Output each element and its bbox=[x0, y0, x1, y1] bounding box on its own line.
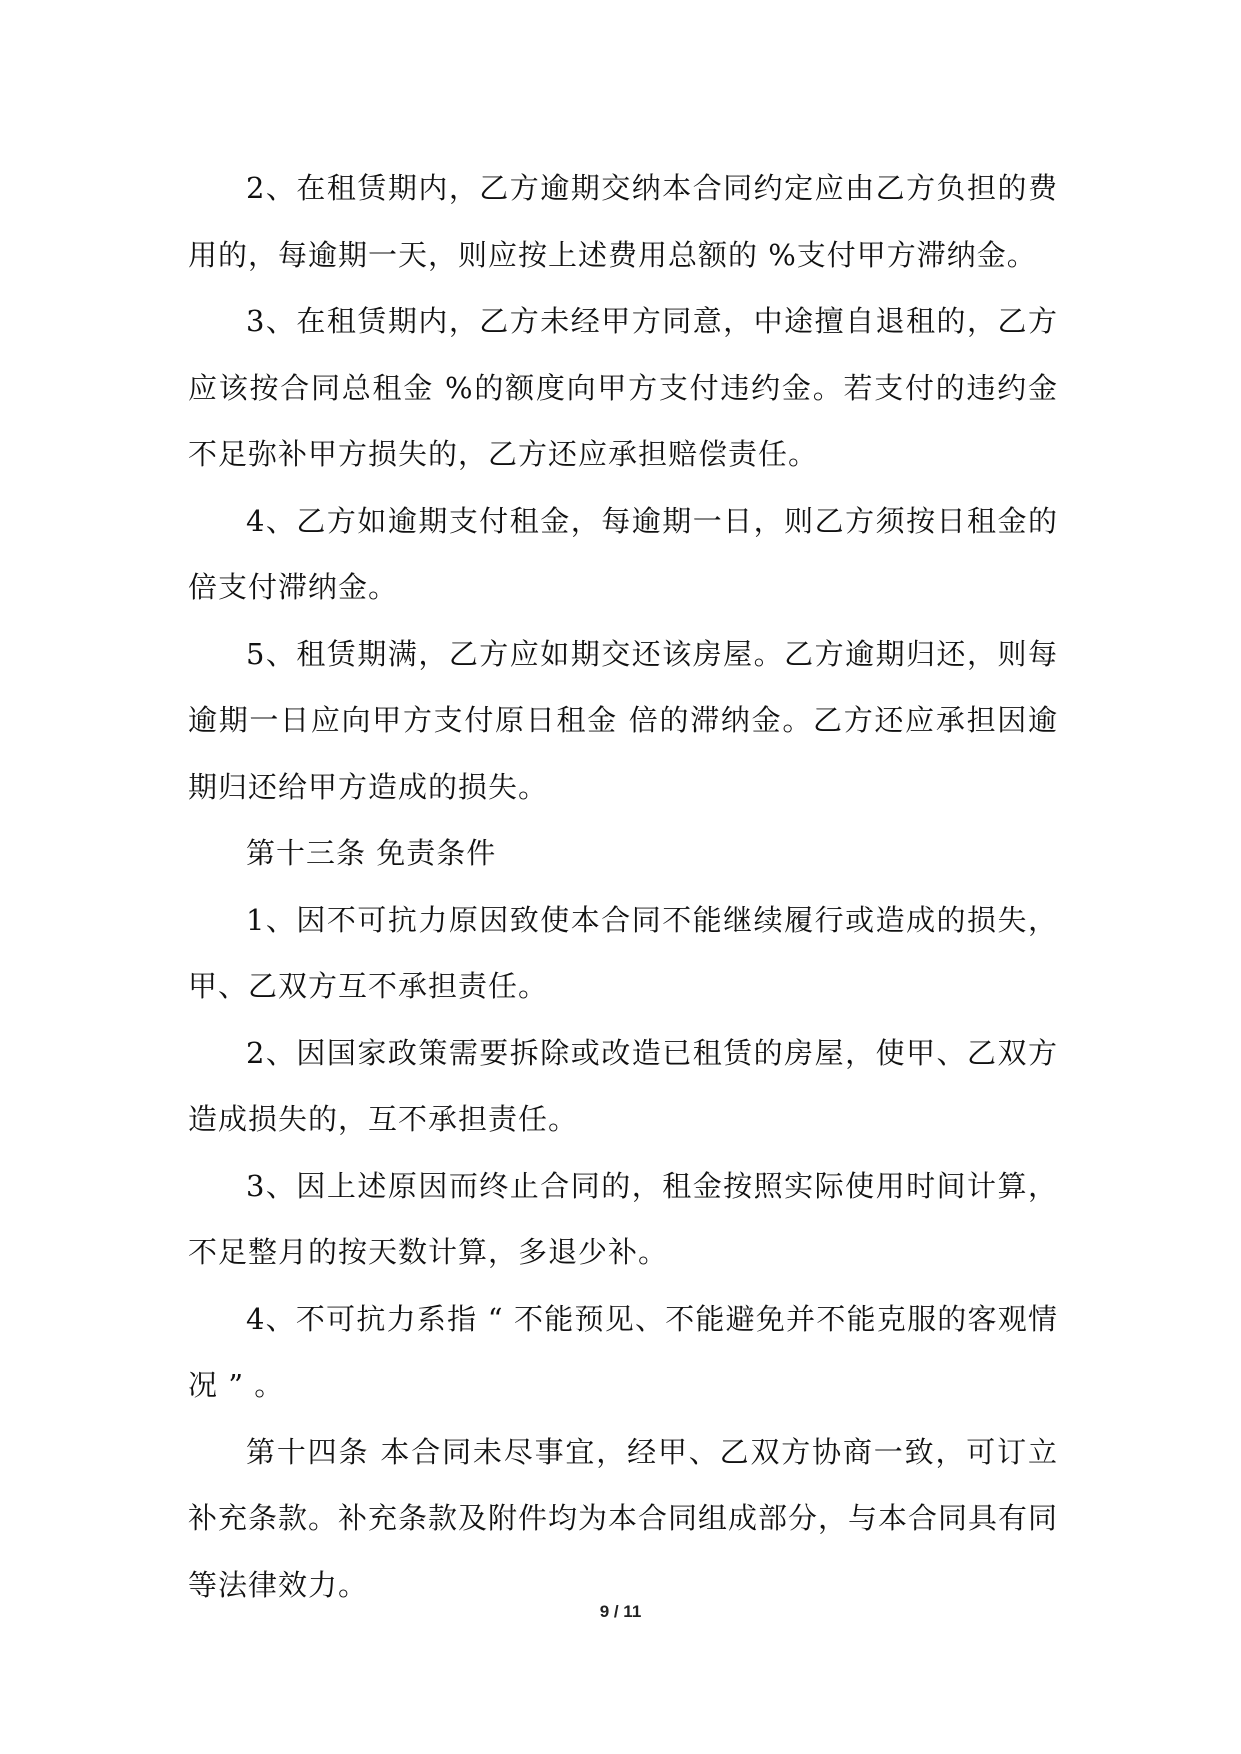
paragraph-exemption-3: 3、因上述原因而终止合同的，租金按照实际使用时间计算，不足整月的按天数计算，多退少补。 bbox=[188, 1168, 1058, 1269]
paragraph-exemption-2: 2、因国家政策需要拆除或改造已租赁的房屋，使甲、乙双方造成损失的，互不承担责任。 bbox=[188, 1035, 1058, 1136]
paragraph-article-14: 第十四条 本合同未尽事宜，经甲、乙双方协商一致，可订立补充条款。补充条款及附件均为本合同组成部分，与本合同具有同等法律效力。 bbox=[188, 1434, 1059, 1602]
page-number: 9 / 11 bbox=[599, 1602, 642, 1621]
paragraph-clause-2: 2、在租赁期内，乙方逾期交纳本合同约定应由乙方负担的费用的，每逾期一天，则应按上述费用总额的 %支付甲方滞纳金。 bbox=[188, 171, 1058, 272]
section-heading-article-13: 第十三条 免责条件 bbox=[246, 836, 497, 870]
paragraph-clause-5: 5、租赁期满，乙方应如期交还该房屋。乙方逾期归还，则每逾期一日应向甲方支付原日租金 倍的滞纳金。乙方还应承担因逾期归还给甲方造成的损失。 bbox=[188, 636, 1058, 804]
paragraph-clause-3: 3、在租赁期内，乙方未经甲方同意，中途擅自退租的，乙方应该按合同总租金 %的额度向甲方支付违约金。若支付的违约金不足弥补甲方损失的，乙方还应承担赔偿责任。 bbox=[188, 304, 1058, 471]
paragraph-exemption-1: 1、因不可抗力原因致使本合同不能继续履行或造成的损失，甲、乙双方互不承担责任。 bbox=[188, 902, 1058, 1003]
paragraph-exemption-4: 4、不可抗力系指 “ 不能预见、不能避免并不能克服的客观情况 ” 。 bbox=[188, 1301, 1058, 1402]
document-body bbox=[188, 155, 1058, 1618]
paragraph-clause-4: 4、乙方如逾期支付租金，每逾期一日，则乙方须按日租金的 倍支付滞纳金。 bbox=[188, 503, 1058, 604]
